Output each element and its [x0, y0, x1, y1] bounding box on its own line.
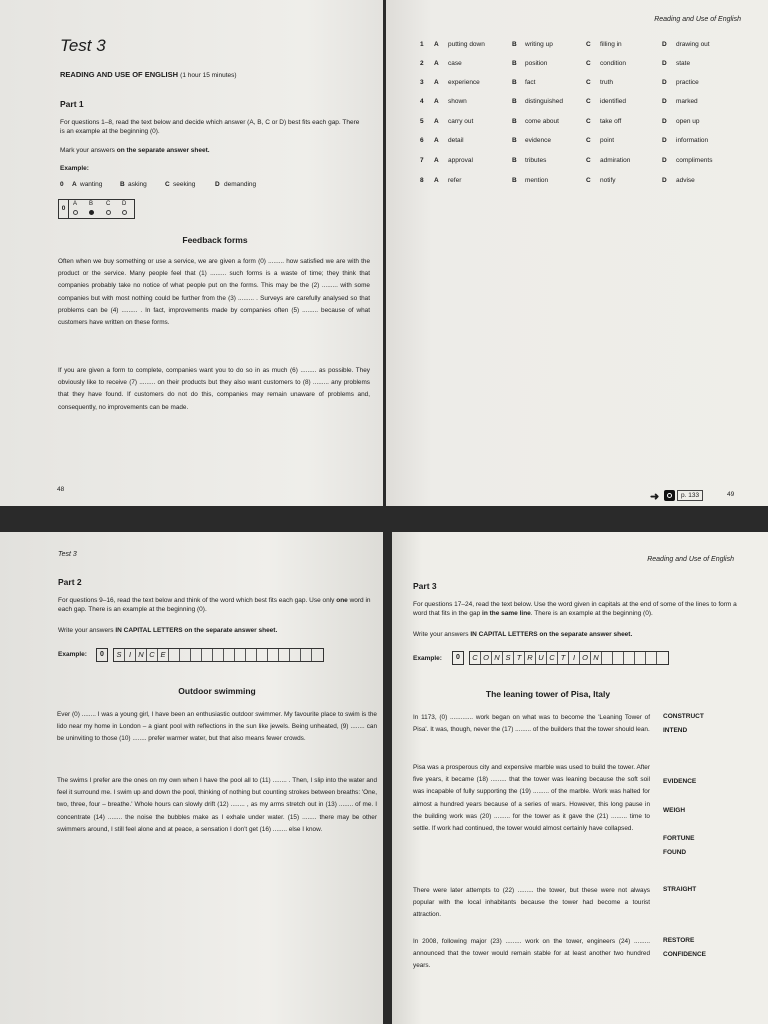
p3-example-letters	[469, 651, 669, 665]
option-letter-d: D	[662, 41, 667, 48]
option-letter-b: B	[512, 118, 517, 125]
p3-instr-b: in the same line	[482, 610, 531, 618]
p3-example-label: Example:	[413, 655, 442, 662]
example-c-letter: C	[165, 181, 170, 188]
page-number-48: 48	[57, 486, 65, 493]
tower-para-1: In 1173, (0) ............. work began on what was to become the 'Leaning Tower of Pisa'. It was, though, never the (17) ......... of the builders that the tower should lean.	[413, 714, 650, 734]
running-header-49: Reading and Use of English	[654, 16, 741, 23]
option-d: open up	[676, 118, 700, 125]
option-a: approval	[448, 157, 473, 164]
letter-box: N	[136, 649, 147, 661]
option-row-6	[420, 137, 760, 149]
letter-box	[635, 652, 646, 664]
arrow-right-icon: ➜	[650, 491, 660, 503]
part-1-instructions: For questions 1–8, read the text below and decide which answer (A, B, C or D) best fits each gap. There is an example at the beginning (0).	[60, 119, 360, 136]
option-letter-c: C	[586, 41, 591, 48]
letter-box: C	[470, 652, 481, 664]
running-header-test3: Test 3	[58, 551, 77, 558]
letter-box	[312, 649, 323, 661]
p3-instr-a: For questions 17–24, read the text below. Use the word given in capitals at the end of some of the lines to form a word that fits in the gap	[413, 601, 737, 618]
feedback-para-1: Often when we buy something or use a service, we are given a form (0) ......... how satisfied we are with the product or the service. Many people feel that (1) ......... such forms is a waste of time; they think that companies probably take no notice of what people put on the forms. This may be the (2) ......... with some companies but with most nothing could be further from the (3) ......... . Surveys are carefully analysed so that problems can be (4) ......... . In fact, improvements made by companies often (5) ......... because of what customers have written on these forms.	[58, 258, 370, 327]
part-1-mark-instructions	[60, 146, 210, 155]
feedback-para-2: If you are given a form to complete, companies want you to do so in as much (6) ......... as possible. They obviously like to receive (7) ......... on their products but they also want customers to (8) ......... any problems that they have found. If customers do not do this, companies may remain unaware of problems and, consequently, no improvements can be made.	[58, 367, 370, 411]
letter-box	[257, 649, 268, 661]
option-letter-b: B	[512, 137, 517, 144]
swimming-para-2: The swims I prefer are the ones on my own when I have the pool all to (11) ........ . Then, I slip into the water and feel it surround me. I swim up and down the pool, thinking of nothing but counting strokes between breaths: 'One, two, three, four – breathe.' Whole hours can slowly drift (12) ........ , as my arms stretch out in (13) ........ of me. I concentrate (14) ........ the noise the bubbles make as I exhale under water. (15) ........ there may be other swimmers around, I still feel alone and at peace, a sensation I don't get (16) ........ else I know.	[57, 777, 377, 833]
option-a: putting down	[448, 41, 485, 48]
example-label: Example:	[60, 165, 89, 172]
option-letter-c: C	[586, 177, 591, 184]
part-3-instructions	[413, 600, 743, 619]
leaning-tower-title: The leaning tower of Pisa, Italy	[485, 689, 611, 699]
part-1-title: Part 1	[60, 99, 84, 109]
swimming-para-1: Ever (0) ........ I was a young girl, I have been an enthusiastic outdoor swimmer. My favourite place to swim is the lido near my home in London – a giant pool with reflections in the sun like jewels. Being unheated, (9) ........ can be uninviting to those (10) ........ prefer warmer water, but that also means fewer crowds.	[57, 711, 377, 743]
p2-example-letters	[113, 648, 324, 662]
option-letter-b: B	[512, 79, 517, 86]
example-d-word: demanding	[224, 181, 257, 188]
letter-box	[235, 649, 246, 661]
option-row-2	[420, 60, 760, 72]
stem-word: EVIDENCE	[663, 778, 697, 785]
letter-box: S	[503, 652, 514, 664]
p2-example-num: 0	[96, 648, 108, 662]
option-c: filling in	[600, 41, 622, 48]
p3-instr-c: . There is an example at the beginning (0).	[530, 610, 653, 618]
letter-box: O	[481, 652, 492, 664]
option-d: marked	[676, 98, 698, 105]
option-b: tributes	[525, 157, 547, 164]
option-num: 1	[420, 41, 424, 48]
tower-para-4: In 2008, following major (23) ......... work on the tower, engineers (24) ......... announced that the tower would remain stable for at least another two hundred years.	[413, 938, 650, 970]
option-a: detail	[448, 137, 464, 144]
example-b-letter: B	[120, 181, 125, 188]
option-b: writing up	[525, 41, 553, 48]
option-letter-c: C	[586, 137, 591, 144]
option-d: information	[676, 137, 709, 144]
example-options	[60, 180, 300, 190]
option-row-3	[420, 79, 760, 91]
option-c: notify	[600, 177, 616, 184]
grid-letter-b: B	[89, 201, 94, 207]
stem-word: CONFIDENCE	[663, 951, 706, 958]
option-num: 3	[420, 79, 424, 86]
option-letter-b: B	[512, 60, 517, 67]
option-letter-b: B	[512, 177, 517, 184]
page-part-3	[392, 532, 768, 1024]
letter-box	[180, 649, 191, 661]
letter-box	[602, 652, 613, 664]
letter-box	[279, 649, 290, 661]
letter-box	[657, 652, 668, 664]
option-letter-d: D	[662, 98, 667, 105]
outdoor-swimming-title: Outdoor swimming	[178, 686, 256, 696]
option-b: mention	[525, 177, 549, 184]
option-b: position	[525, 60, 548, 67]
option-letter-c: C	[586, 118, 591, 125]
letter-box	[290, 649, 301, 661]
option-a: experience	[448, 79, 480, 86]
option-d: advise	[676, 177, 695, 184]
option-row-5	[420, 118, 760, 130]
letter-box: I	[125, 649, 136, 661]
option-letter-c: C	[586, 157, 591, 164]
option-letter-d: D	[662, 79, 667, 86]
option-letter-d: D	[662, 137, 667, 144]
example-answer-grid	[58, 199, 135, 219]
letter-box: R	[525, 652, 536, 664]
option-letter-c: C	[586, 98, 591, 105]
letter-box: S	[114, 649, 125, 661]
test-title: Test 3	[60, 36, 106, 55]
option-letter-d: D	[662, 60, 667, 67]
option-letter-b: B	[512, 41, 517, 48]
option-b: come about	[525, 118, 559, 125]
p3-write-a: Write your answers	[413, 631, 471, 638]
stem-word: INTEND	[663, 727, 688, 734]
p2-instr-a: For questions 9–16, read the text below and think of the word which best fits each gap. Use only	[58, 597, 337, 604]
option-letter-a: A	[434, 41, 439, 48]
stem-word: WEIGH	[663, 807, 686, 814]
option-letter-c: C	[586, 79, 591, 86]
mark-bold-text: on the separate answer sheet.	[116, 147, 210, 154]
option-letter-a: A	[434, 60, 439, 67]
part-2-write-instructions	[58, 626, 277, 635]
part-3-write-instructions	[413, 630, 632, 639]
example-a-word: wanting	[80, 181, 103, 188]
option-letter-a: A	[434, 98, 439, 105]
tower-para-2: Pisa was a prosperous city and expensive marble was used to build the tower. After five years, it became (18) ......... that the tower was leaning because the soft soil was incapable of fully supporting the (19) ......... of the marble. Work was halted for almost a hundred years because of a series of wars. However, this long pause in the building work was (20) ......... for the tower as it gave the (21) ......... time to settle. If work had continued, the tower would almost certainly have collapsed.	[413, 764, 650, 833]
option-letter-a: A	[434, 137, 439, 144]
letter-box	[169, 649, 180, 661]
option-num: 2	[420, 60, 424, 67]
part-2-title: Part 2	[58, 577, 82, 587]
stem-word: FORTUNE	[663, 835, 695, 842]
feedback-forms-title: Feedback forms	[182, 235, 248, 245]
bubble-c	[106, 210, 111, 215]
letter-box: I	[569, 652, 580, 664]
letter-box: O	[580, 652, 591, 664]
p2-instr-b: one	[336, 597, 348, 604]
letter-box	[213, 649, 224, 661]
part-2-instructions	[58, 596, 378, 615]
option-num: 8	[420, 177, 424, 184]
grid-letter-a: A	[73, 201, 78, 207]
letter-box: C	[147, 649, 158, 661]
option-c: truth	[600, 79, 614, 86]
option-b: evidence	[525, 137, 552, 144]
option-d: compliments	[676, 157, 713, 164]
option-c: point	[600, 137, 615, 144]
option-a: case	[448, 60, 462, 67]
bubble-b-filled	[89, 210, 94, 215]
option-letter-a: A	[434, 79, 439, 86]
option-d: drawing out	[676, 41, 710, 48]
p2-instr-c: word in each gap. There is an example at the beginning (0).	[58, 597, 371, 614]
mark-text: Mark your answers	[60, 147, 117, 154]
letter-box	[246, 649, 257, 661]
stem-word: RESTORE	[663, 937, 695, 944]
bubble-d	[122, 210, 127, 215]
p3-write-b: IN CAPITAL LETTERS on the separate answer sheet.	[470, 631, 633, 638]
bubble-a	[73, 210, 78, 215]
letter-box: E	[158, 649, 169, 661]
option-letter-a: A	[434, 118, 439, 125]
grid-num: 0	[59, 200, 69, 218]
letter-box	[646, 652, 657, 664]
option-letter-d: D	[662, 118, 667, 125]
letter-box: N	[492, 652, 503, 664]
example-b-word: asking	[128, 181, 147, 188]
option-letter-c: C	[586, 60, 591, 67]
page-reference[interactable]: p. 133	[677, 490, 703, 501]
page-part-2	[0, 532, 383, 1024]
option-a: shown	[448, 98, 467, 105]
option-c: condition	[600, 60, 627, 67]
option-letter-a: A	[434, 177, 439, 184]
example-d-letter: D	[215, 181, 220, 188]
answer-key-icon	[664, 490, 675, 501]
letter-box: C	[547, 652, 558, 664]
letter-box	[301, 649, 312, 661]
example-num: 0	[60, 181, 64, 188]
option-c: admiration	[600, 157, 631, 164]
grid-letter-d: D	[122, 201, 127, 207]
stem-word: STRAIGHT	[663, 886, 697, 893]
letter-box: U	[536, 652, 547, 664]
p2-example-label: Example:	[58, 651, 87, 658]
part-3-title: Part 3	[413, 581, 437, 591]
section-time: (1 hour 15 minutes)	[180, 72, 237, 79]
stem-word: CONSTRUCT	[663, 713, 704, 720]
letter-box: T	[558, 652, 569, 664]
section-heading	[60, 70, 237, 79]
letter-box	[191, 649, 202, 661]
option-row-7	[420, 157, 760, 169]
tower-para-3: There were later attempts to (22) ......... the tower, but these were not always popular with the local inhabitants because the tower had become a tourist attraction.	[413, 887, 650, 919]
letter-box	[224, 649, 235, 661]
option-a: refer	[448, 177, 462, 184]
option-letter-a: A	[434, 157, 439, 164]
example-c-word: seeking	[173, 181, 196, 188]
option-num: 5	[420, 118, 424, 125]
option-a: carry out	[448, 118, 474, 125]
option-num: 4	[420, 98, 424, 105]
option-letter-b: B	[512, 157, 517, 164]
page-49	[386, 0, 768, 506]
option-row-8	[420, 177, 760, 189]
running-header-part3: Reading and Use of English	[647, 556, 734, 563]
option-b: distinguished	[525, 98, 563, 105]
option-c: identified	[600, 98, 627, 105]
option-d: practice	[676, 79, 699, 86]
option-letter-d: D	[662, 157, 667, 164]
p3-example-num: 0	[452, 651, 464, 665]
p2-write-b: IN CAPITAL LETTERS on the separate answer sheet.	[115, 627, 278, 634]
answer-key-icon-inner	[667, 493, 672, 498]
option-row-4	[420, 98, 760, 110]
letter-box	[624, 652, 635, 664]
option-letter-d: D	[662, 177, 667, 184]
option-row-1	[420, 41, 760, 53]
option-b: fact	[525, 79, 536, 86]
letter-box: N	[591, 652, 602, 664]
option-d: state	[676, 60, 691, 67]
option-letter-b: B	[512, 98, 517, 105]
option-c: take off	[600, 118, 622, 125]
example-a-letter: A	[72, 181, 77, 188]
letter-box	[268, 649, 279, 661]
page-number-49: 49	[727, 491, 735, 498]
option-num: 7	[420, 157, 424, 164]
option-num: 6	[420, 137, 424, 144]
letter-box	[202, 649, 213, 661]
p2-write-a: Write your answers	[58, 627, 116, 634]
grid-letter-c: C	[106, 201, 111, 207]
letter-box: T	[514, 652, 525, 664]
section-heading-text: READING AND USE OF ENGLISH	[60, 70, 179, 79]
letter-box	[613, 652, 624, 664]
stem-word: FOUND	[663, 849, 687, 856]
page-48	[0, 0, 383, 506]
